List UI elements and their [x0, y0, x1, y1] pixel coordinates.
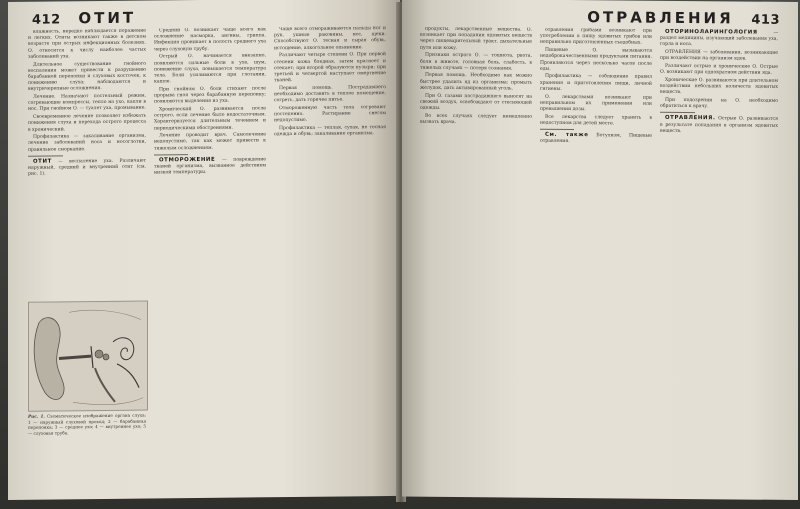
paragraph: Профилактика — соблюдение правил хранения и приготовления пищи, личной гигиены. [540, 74, 652, 92]
entry-text: — раздел медицины, изучающий заболевания уха, горла и носа. [660, 30, 778, 48]
entry-term: ОТОРИНОЛАРИНГОЛОГИЯ [665, 28, 758, 36]
entry-paragraph [660, 115, 778, 136]
figure-caption [28, 413, 146, 437]
ear-anatomy-figure [28, 301, 148, 412]
paragraph: Различают острые и хронические О. Острые О. возникают при однократном действии яда. [660, 63, 778, 76]
left-column-3 [274, 26, 386, 487]
paragraph: Хронические О. развиваются при длительном воздействии небольших количеств ядовитых веществ. [660, 77, 778, 96]
right-column-2 [540, 28, 652, 489]
caption-text: Схематическое изображение органа слуха: 1 — наружный слуховой проход; 2 — барабанная перепонка; 3 — среднее ухо; 4 — внутреннее ухо; 5 — слуховая труба. [28, 412, 146, 436]
paragraph: Пищевые О. вызываются недоброкачественными продуктами питания. Проявляются через несколько часов после еды. [540, 47, 652, 72]
paragraph: влажность, нередко наблюдается поражение и легких. Отиты возникают также в детском возрасте при острых инфекционных болезнях. О. относится к числу наиболее частых заболеваний уха. [28, 28, 146, 60]
entry-text: — воспаление уха. Различают наружный, средний и внутренний отит (см. рис. 1). [28, 158, 146, 178]
left-running-header [32, 9, 136, 28]
paragraph: Отмороженную часть тела согревают постепенно. Растирание снегом недопустимо. [274, 104, 386, 124]
paragraph: Все лекарства следует хранить в недоступном для детей месте. [540, 114, 652, 127]
divider [154, 154, 188, 155]
entry-paragraph [660, 29, 778, 50]
paragraph: При подозрении на О. необходимо обратиться к врачу. [660, 97, 778, 110]
open-book [8, 2, 798, 502]
paragraph: О. лекарствами возникают при неправильном их применении или превышении дозы. [540, 94, 652, 113]
paragraph: Своевременное лечение позволяет избежать понижения слуха и перехода острого процесса в хронический. [28, 113, 146, 133]
paragraph: отравления грибами возникают при употреблении в пищу ядовитых грибов или неправильно приготовленных съедобных. [540, 27, 652, 47]
paragraph: Средний О. возникает чаще всего как осложнение насморка, ангины, гриппа. Инфекция проникает в полость среднего уха через слуховую трубу. [154, 27, 266, 53]
divider [540, 129, 574, 130]
paragraph: Лечение. Назначают постельный режим, согревающие компрессы, тепло на ухо, капли в нос. При гнойном О. — туалет уха, промывание. [28, 93, 146, 113]
right-column-3 [660, 29, 778, 490]
paragraph: продукты, лекарственные вещества. О. возникает при попадании ядовитых веществ через пищеварительный тракт, дыхательные пути или кожу. [420, 26, 532, 51]
divider [660, 112, 695, 113]
divider [28, 155, 63, 156]
paragraph: Острый О. начинается внезапно, появляются сильные боли в ухе, шум, понижение слуха, повышается температура тела. Боли усиливаются при глотании, кашле. [154, 53, 266, 85]
paragraph: Различают четыре степени О. При первой степени кожа бледная, затем краснеет и отекает; при второй образуются пузыри; при третьей и четвертой наступает омертвение тканей. [274, 52, 386, 84]
paragraph: Профилактика — закаливание организма, лечение заболеваний носа и носоглотки, правильное сморкание. [28, 133, 146, 153]
paragraph: При гнойном О. боли стихают после прорыва гноя через барабанную перепонку; появляются выделения из уха. [154, 86, 266, 105]
right-page-title: ОТРАВЛЕНИЯ [587, 8, 734, 28]
cross-reference-text: Ботулизм, Пищевые отравления. [540, 133, 652, 145]
left-page-number: 412 [32, 12, 61, 28]
paragraph: Профилактика — теплая, сухая, не тесная одежда и обувь; закаливание организма. [274, 125, 386, 138]
left-column-2 [154, 27, 266, 488]
entry-paragraph [28, 157, 146, 178]
cross-reference-label: См. также [545, 131, 589, 139]
left-column-1 [28, 29, 146, 292]
entry-text: Острые О. развиваются в результате попадания в организм ядовитых веществ. [660, 116, 778, 134]
right-page [402, 0, 798, 500]
cross-reference [540, 132, 652, 146]
right-running-header [587, 8, 780, 28]
entry-paragraph [154, 156, 266, 177]
right-column-1 [420, 27, 532, 488]
left-page [8, 0, 400, 500]
caption-label: Рис. 1. [28, 413, 45, 419]
left-page-title: ОТИТ [78, 8, 137, 28]
entry-term: ОТРАВЛЕНИЯ. [665, 115, 716, 122]
paragraph: Во всех случаях следует немедленно вызвать врача. [420, 113, 532, 125]
paragraph: Лечение проводит врач. Самолечение недопустимо, так как может привести к тяжелым осложнениям. [154, 132, 266, 152]
paragraph: При О. газами пострадавшего выносят на свежий воздух, освобождают от стесняющей одежды. [420, 93, 532, 111]
paragraph: ОТРАВЛЕНИЯ — заболевания, возникающие при воздействии на организм ядов. [660, 49, 778, 62]
paragraph: Чаще всего отмораживаются пальцы ног и рук, ушные раковины, нос, щеки. Способствуют О. тесная и сырая обувь, истощение, алкогольное опьянение. [274, 26, 386, 51]
paragraph: Первая помощь. Необходимо как можно быстрее удалить яд из организма: промыть желудок, дать активированный уголь. [420, 73, 532, 92]
entry-term: ОТИТ [33, 158, 52, 165]
paragraph: Первая помощь. Пострадавшего необходимо доставить в теплое помещение, согреть, дать горячее питье. [274, 84, 386, 104]
entry-text: — повреждение тканей организма, вызванное действием низкой температуры. [154, 157, 266, 176]
paragraph: Длительное существование гнойного воспаления может привести к разрушению барабанной перепонки и слуховых косточек, к понижению слуха; наблюдаются и внутричерепные осложнения. [28, 61, 146, 93]
paragraph: Хронический О. развивается после острого, если лечение было недостаточным. Характеризуется длительным течением и периодическими обострениями. [154, 106, 266, 132]
right-page-number: 413 [751, 12, 780, 28]
paragraph: Признаки острого О. — тошнота, рвота, боли в животе, головная боль, слабость, в тяжелых случаях — потеря сознания. [420, 53, 532, 72]
entry-term: ОТМОРОЖЕНИЕ [159, 156, 216, 164]
ear-anatomy-illustration [29, 302, 147, 411]
